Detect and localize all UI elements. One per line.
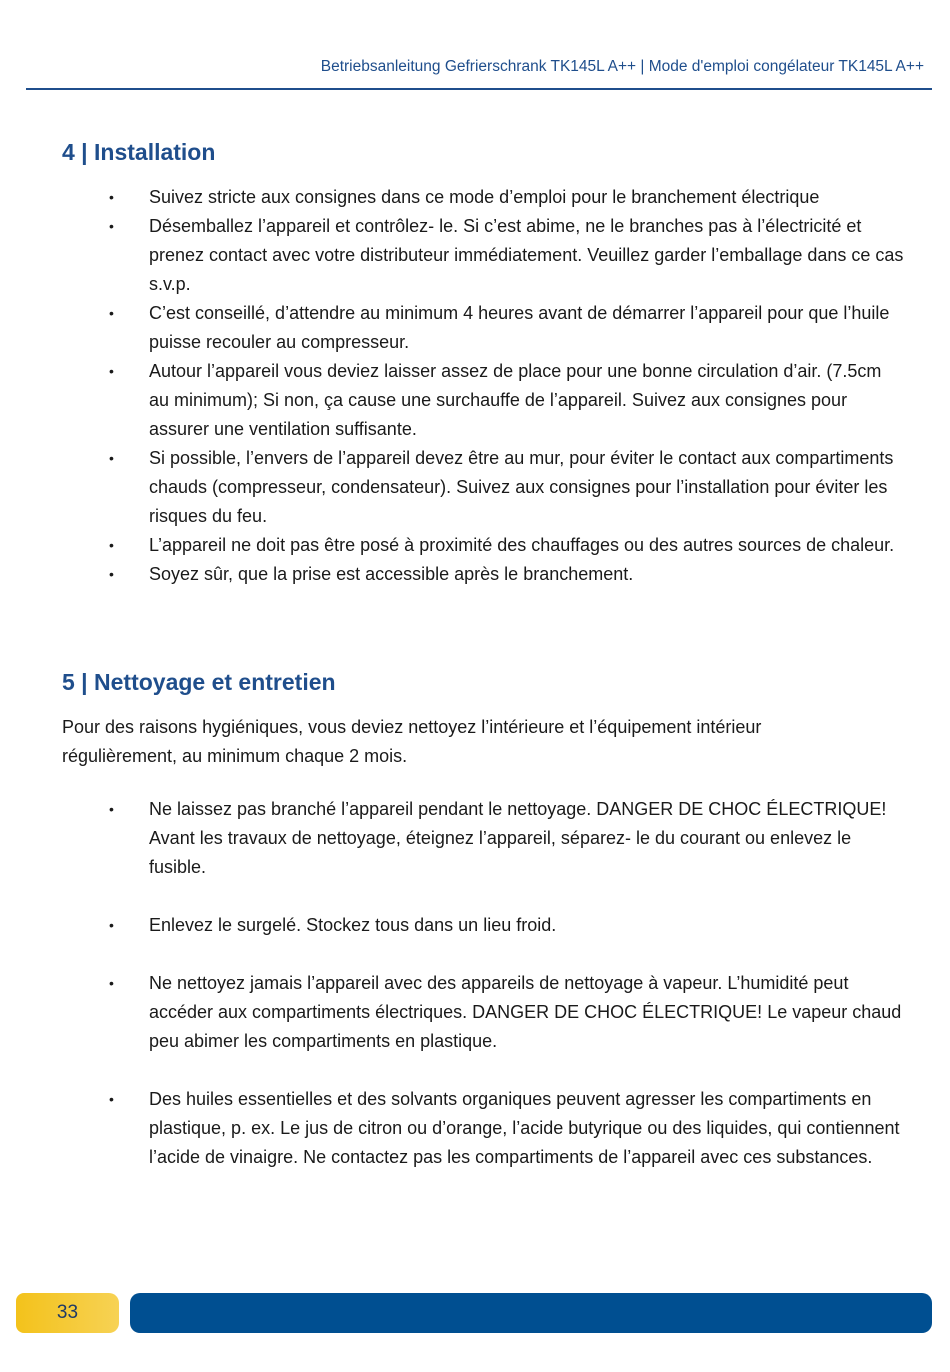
bullet-icon: • bbox=[109, 450, 114, 466]
list-item bbox=[0, 531, 950, 560]
list-item-text: Suivez stricte aux consignes dans ce mode d’emploi pour le branchement électrique bbox=[149, 187, 820, 207]
bullet-icon: • bbox=[109, 218, 114, 234]
list-item bbox=[0, 1085, 950, 1172]
bullet-icon: • bbox=[109, 305, 114, 321]
list-item-text: Ne laissez pas branché l’appareil pendant le nettoyage. DANGER DE CHOC ÉLECTRIQUE! Avant les travaux de nettoyage, éteignez l’appareil, séparez- le du courant ou enlevez le fusible. bbox=[149, 799, 887, 877]
list-item bbox=[0, 212, 950, 299]
list-item bbox=[0, 183, 950, 212]
list-item-text: Autour l’appareil vous deviez laisser assez de place pour une bonne circulation d’air. (7.5cm au minimum); Si non, ça cause une surchauffe de l’appareil. Suivez aux consignes pour assurer une ventilation suffisante. bbox=[149, 361, 882, 439]
list-item-text: Ne nettoyez jamais l’appareil avec des appareils de nettoyage à vapeur. L’humidité peut accéder aux compartiments électriques. DANGER DE CHOC ÉLECTRIQUE! Le vapeur chaud peu abimer les compartiments en plastique. bbox=[149, 973, 902, 1051]
list-item-text: Désemballez l’appareil et contrôlez- le. Si c’est abime, ne le branches pas à l’électricité et prenez contact avec votre distributeur immédiatement. Veuillez garder l’emballage dans ce cas s.v.p. bbox=[149, 216, 904, 294]
list-item bbox=[0, 357, 950, 444]
list-item bbox=[0, 795, 950, 882]
bullet-icon: • bbox=[109, 363, 114, 379]
bullet-icon: • bbox=[109, 1091, 114, 1107]
section-4-heading: 4 | Installation bbox=[62, 139, 216, 165]
list-item-text: C’est conseillé, d’attendre au minimum 4 heures avant de démarrer l’appareil pour que l’huile puisse recouler au compresseur. bbox=[149, 303, 890, 352]
page-header bbox=[26, 56, 932, 90]
list-item bbox=[0, 560, 950, 589]
list-item bbox=[0, 911, 950, 940]
list-item bbox=[0, 969, 950, 1056]
list-item bbox=[0, 299, 950, 357]
bullet-icon: • bbox=[109, 566, 114, 582]
installation-list bbox=[0, 183, 950, 589]
footer-bar bbox=[130, 1293, 932, 1333]
section-5-heading: 5 | Nettoyage et entretien bbox=[62, 669, 336, 695]
bullet-icon: • bbox=[109, 537, 114, 553]
list-item bbox=[0, 444, 950, 531]
list-item-text: Des huiles essentielles et des solvants organiques peuvent agresser les compartiments en plastique, p. ex. Le jus de citron ou d’orange, l’acide butyrique ou des liquides, qui contiennent l’acide de vinaigre. Ne contactez pas les compartiments de l’appareil avec ces substances. bbox=[149, 1089, 900, 1167]
cleaning-list bbox=[0, 795, 950, 1201]
bullet-icon: • bbox=[109, 801, 114, 817]
header-title: Betriebsanleitung Gefrierschrank TK145L A++ | Mode d'emploi congélateur TK145L A++ bbox=[320, 58, 924, 75]
bullet-icon: • bbox=[109, 917, 114, 933]
list-item-text: Soyez sûr, que la prise est accessible après le branchement. bbox=[149, 564, 634, 584]
page-number-badge: 33 bbox=[16, 1293, 119, 1333]
bullet-icon: • bbox=[109, 975, 114, 991]
list-item-text: Enlevez le surgelé. Stockez tous dans un lieu froid. bbox=[149, 915, 557, 935]
section-5-intro: Pour des raisons hygiéniques, vous deviez nettoyez l’intérieure et l’équipement intérieur régulièrement, au minimum chaque 2 mois. bbox=[62, 717, 762, 766]
list-item-text: L’appareil ne doit pas être posé à proximité des chauffages ou des autres sources de chaleur. bbox=[149, 535, 895, 555]
bullet-icon: • bbox=[109, 189, 114, 205]
list-item-text: Si possible, l’envers de l’appareil devez être au mur, pour éviter le contact aux compartiments chauds (compresseur, condensateur). Suivez aux consignes pour l’installation pour éviter les risques du feu. bbox=[149, 448, 894, 526]
